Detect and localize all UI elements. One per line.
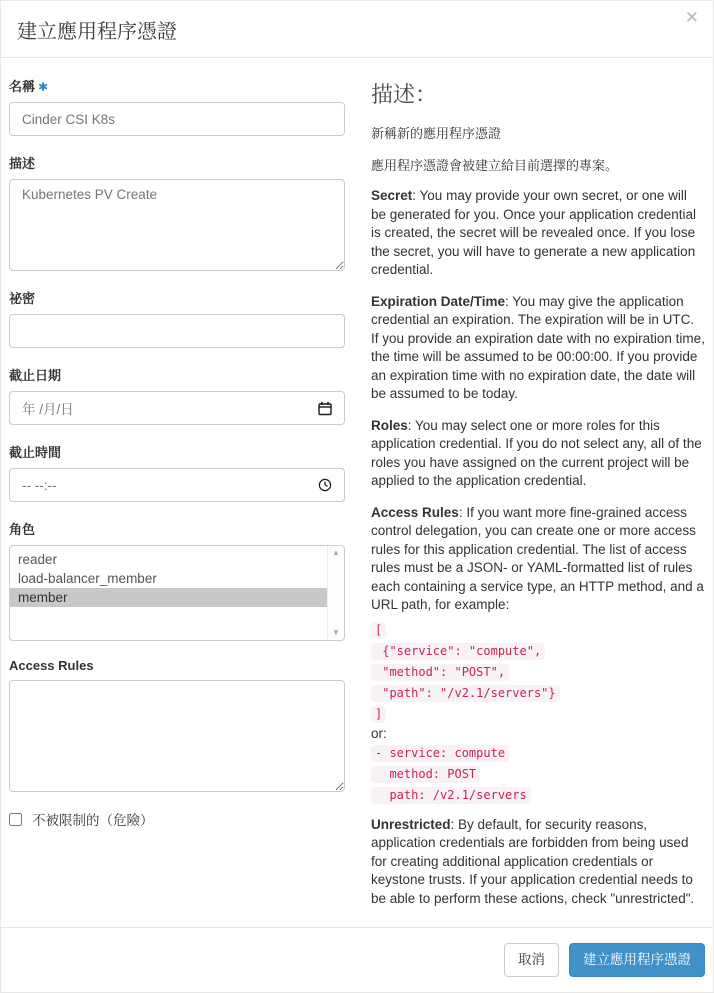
code-text: "path": "/v2.1/servers"} bbox=[371, 685, 560, 702]
help-heading: 描述： bbox=[371, 82, 438, 107]
access-rules-textarea[interactable] bbox=[9, 680, 345, 792]
role-option-load-balancer-member[interactable]: load-balancer_member bbox=[18, 571, 157, 586]
expiration-date-field-group bbox=[9, 365, 345, 425]
expiration-date-label: 截止日期 bbox=[9, 368, 62, 383]
role-option-reader[interactable]: reader bbox=[18, 552, 58, 567]
roles-scrollbar[interactable] bbox=[327, 546, 344, 640]
code-text: [ bbox=[371, 622, 386, 639]
roles-label: 角色 bbox=[9, 522, 36, 537]
name-input[interactable] bbox=[9, 102, 345, 136]
json-example-line bbox=[371, 621, 705, 639]
unrestricted-label: 不被限制的（危險） bbox=[32, 813, 154, 828]
secret-input[interactable] bbox=[9, 314, 345, 348]
json-example-line bbox=[371, 642, 705, 660]
unrestricted-checkbox-row bbox=[9, 809, 345, 829]
code-text: - service: compute bbox=[371, 745, 509, 762]
help-unrestricted-text: : By default, for security reasons, application credentials are forbidden from being used for creating additional application credentials or keystone trusts. If your application credential needs to be able to perform these actions, check "unrestricted". bbox=[371, 816, 695, 906]
json-example-line bbox=[371, 684, 705, 702]
required-icon: ✱ bbox=[38, 80, 49, 94]
form-column bbox=[9, 76, 345, 921]
yaml-example-line bbox=[371, 744, 705, 762]
modal-title: 建立應用程序憑證 bbox=[17, 21, 177, 43]
yaml-example-line bbox=[371, 765, 705, 783]
cancel-button[interactable]: 取消 bbox=[504, 943, 559, 977]
access-rules-field-group bbox=[9, 658, 345, 792]
expiration-time-input[interactable] bbox=[9, 468, 345, 502]
name-label-text: 名稱 bbox=[9, 79, 36, 94]
secret-field-group bbox=[9, 288, 345, 348]
help-unrestricted-term: Unrestricted bbox=[371, 816, 451, 832]
help-expiration-paragraph bbox=[371, 293, 705, 404]
calendar-icon[interactable] bbox=[318, 401, 332, 416]
json-example-line bbox=[371, 663, 705, 681]
help-access-rules-paragraph bbox=[371, 504, 705, 615]
close-icon[interactable]: ✕ bbox=[684, 8, 699, 27]
yaml-example-line bbox=[371, 786, 705, 804]
help-intro-2: 應用程序憑證會被建立給目前選擇的專案。 bbox=[371, 158, 619, 173]
help-secret-text: : You may provide your own secret, or one will be generated for you. Once your application credential is created, the secret will be revealed once. If you lose the secret, you will have to generate a new application credential. bbox=[371, 188, 696, 277]
help-roles-text: : You may select one or more roles for this application credential. If you do not select any, all of the roles you have assigned on the current project will be applied to the application credential. bbox=[371, 417, 702, 488]
help-access-rules-text: : If you want more fine-grained access control delegation, you can create one or more access rules for this application credential. The list of access rules must be a JSON- or YAML-formatted list of rules each containing a service type, an HTTP method, and a URL path, for example: bbox=[371, 504, 704, 612]
help-column bbox=[345, 76, 705, 921]
expiration-date-placeholder: 年 /月/日 bbox=[22, 402, 74, 417]
help-secret-paragraph bbox=[371, 187, 705, 280]
expiration-time-label: 截止時間 bbox=[9, 445, 62, 460]
expiration-time-field-group bbox=[9, 442, 345, 502]
role-option-member[interactable]: member bbox=[10, 588, 327, 607]
help-expiration-term: Expiration Date/Time bbox=[371, 293, 506, 309]
description-field-group bbox=[9, 153, 345, 271]
name-label bbox=[9, 76, 345, 95]
code-text: path: /v2.1/servers bbox=[371, 787, 531, 804]
roles-select[interactable] bbox=[9, 545, 345, 641]
modal-header bbox=[1, 1, 713, 58]
scroll-down-icon[interactable]: ▼ bbox=[332, 628, 340, 637]
roles-field-group bbox=[9, 519, 345, 641]
description-textarea[interactable] bbox=[9, 179, 345, 271]
clock-icon[interactable] bbox=[318, 478, 332, 492]
code-text: {"service": "compute", bbox=[371, 643, 545, 660]
help-secret-term: Secret bbox=[371, 188, 413, 203]
code-text: "method": "POST", bbox=[371, 664, 509, 681]
description-label: 描述 bbox=[9, 156, 36, 171]
modal-body bbox=[1, 58, 713, 927]
modal-footer bbox=[1, 927, 713, 992]
json-example-line bbox=[371, 705, 705, 723]
expiration-date-input[interactable] bbox=[9, 391, 345, 425]
code-text: ] bbox=[371, 706, 386, 723]
help-intro-1: 新稱新的應用程序憑證 bbox=[371, 126, 502, 141]
help-roles-term: Roles bbox=[371, 417, 408, 433]
roles-options bbox=[10, 546, 327, 640]
help-access-rules-term: Access Rules bbox=[371, 504, 459, 520]
unrestricted-checkbox[interactable] bbox=[9, 813, 22, 826]
access-rules-label: Access Rules bbox=[9, 658, 94, 673]
code-text: method: POST bbox=[371, 766, 480, 783]
help-expiration-text: : You may give the application credential an expiration. The expiration will be in UTC. If you provide an expiration date with no expiration time, the time will be assumed to be 00:00:00. If you provide an expiration time with no expiration date, the date will be assumed to be today. bbox=[371, 293, 705, 401]
name-field-group bbox=[9, 76, 345, 136]
scroll-up-icon[interactable]: ▲ bbox=[332, 548, 340, 557]
submit-button[interactable]: 建立應用程序憑證 bbox=[569, 943, 705, 977]
help-unrestricted-paragraph bbox=[371, 816, 705, 909]
or-label: or: bbox=[371, 725, 387, 741]
expiration-time-placeholder: -- --:-- bbox=[22, 477, 57, 493]
help-roles-paragraph bbox=[371, 417, 705, 491]
secret-label: 祕密 bbox=[9, 291, 36, 306]
